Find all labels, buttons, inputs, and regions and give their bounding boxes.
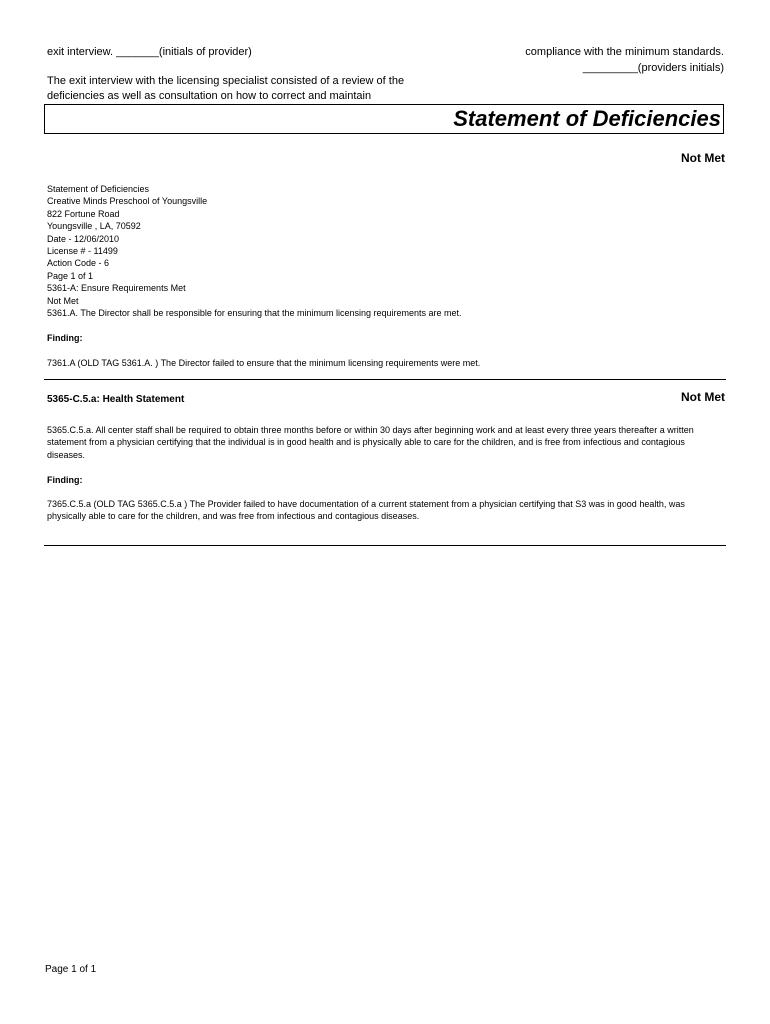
finding-text-1: 7361.A (OLD TAG 5361.A. ) The Director failed to ensure that the minimum licensing requirements were met. xyxy=(47,358,481,368)
exit-review-line-2: deficiencies as well as consultation on how to correct and maintain xyxy=(47,90,372,102)
footer-page-number: Page 1 of 1 xyxy=(45,964,97,975)
license-number: License # - 11499 xyxy=(47,246,118,257)
exit-interview-initials: exit interview. _______(initials of provider) xyxy=(47,46,252,58)
exit-review-line-1: The exit interview with the licensing specialist consisted of a review of the xyxy=(47,75,405,87)
section-heading-health-statement: 5365-C.5.a: Health Statement xyxy=(47,394,185,405)
section-body-health-statement: 5365.C.5.a. All center staff shall be required to obtain three months before or within 30 days after beginning work and at least every three years thereafter a written statement from a physician certifying that the individual is in good health and is physically able to care for the children, and is free from infectious and contagious diseases. xyxy=(47,425,694,460)
page-title: Statement of Deficiencies xyxy=(453,106,721,131)
status-not-met-top: Not Met xyxy=(681,151,725,165)
finding-label-2: Finding: xyxy=(47,475,83,485)
section-divider-1 xyxy=(44,379,726,380)
providers-initials: _________(providers initials) xyxy=(582,62,724,74)
action-code: Action Code - 6 xyxy=(47,258,110,269)
status-not-met-section: Not Met xyxy=(681,390,725,404)
facility-street: 822 Fortune Road xyxy=(47,208,120,219)
finding-text-2: 7365.C.5.a (OLD TAG 5365.C.5.a ) The Provider failed to have documentation of a current statement from a physician certifying that S3 was in good health, was physically able to care for the children, and was free from infectious and contagious diseases. xyxy=(47,499,685,522)
requirement-text: 5361.A. The Director shall be responsible for ensuring that the minimum licensing requirements are met. xyxy=(47,308,462,319)
section-divider-2 xyxy=(44,545,726,546)
facility-name: Creative Minds Preschool of Youngsville xyxy=(47,196,208,207)
compliance-line: compliance with the minimum standards. xyxy=(525,46,724,58)
info-heading: Statement of Deficiencies xyxy=(47,184,150,194)
inspection-date: Date - 12/06/2010 xyxy=(47,233,120,244)
facility-info xyxy=(47,183,462,319)
title-box xyxy=(44,104,724,134)
page-count: Page 1 of 1 xyxy=(47,270,94,281)
facility-city-state-zip: Youngsville , LA, 70592 xyxy=(47,221,141,232)
requirement-status: Not Met xyxy=(47,295,79,306)
finding-label-1: Finding: xyxy=(47,333,83,343)
requirement-code: 5361-A: Ensure Requirements Met xyxy=(47,283,186,294)
